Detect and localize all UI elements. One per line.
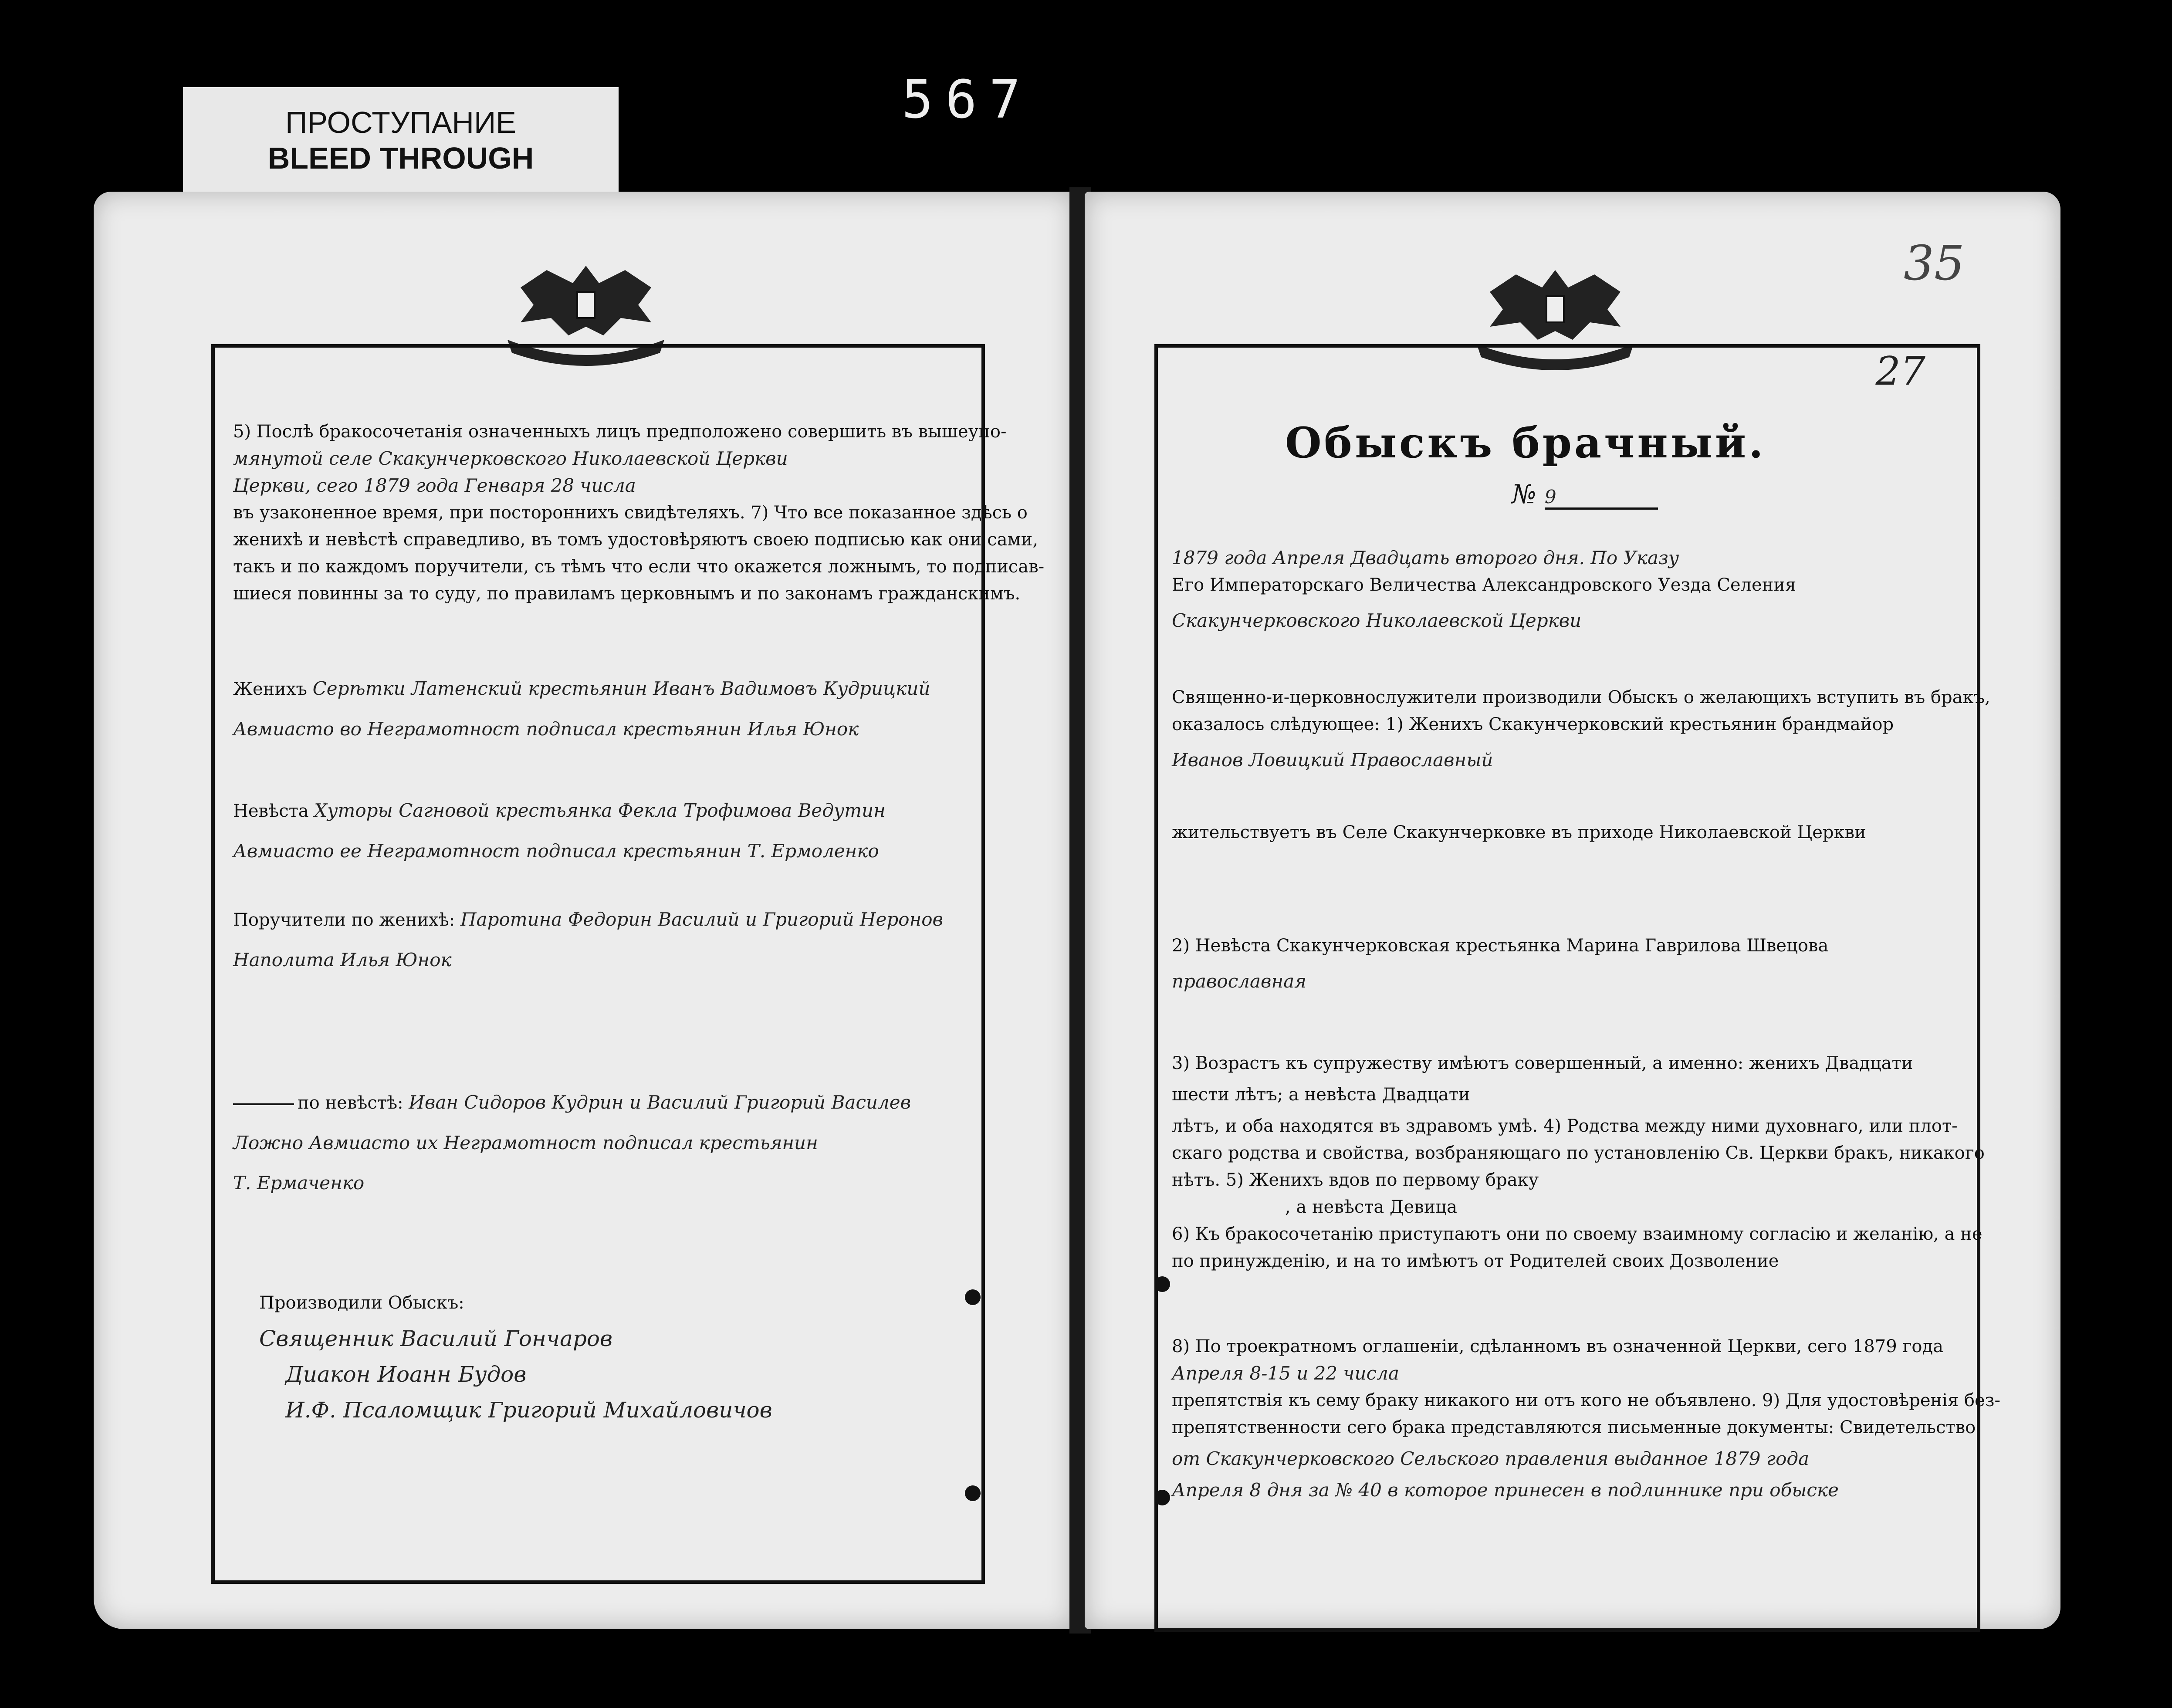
groom-intro-line: Иванов Ловицкий Православный <box>1172 749 1493 771</box>
bride-paragraph <box>1172 932 1828 995</box>
documents-line: препятственности сего брака представляются письменные документы: Свидетельство <box>1172 1417 1976 1437</box>
bride-guarantors-section <box>233 1089 911 1197</box>
performers-label: Производили Обыскъ: <box>259 1293 464 1313</box>
para-5-line: такъ и по каждомъ поручители, съ тѣмъ что если что окажется ложнымъ, то подписав- <box>233 557 1045 577</box>
right-page <box>1085 192 2060 1629</box>
pencil-page-number: 35 <box>1904 235 1965 291</box>
groom-intro-line: оказалось слѣдующее: 1) Женихъ Скакунчерковский крестьянин брандмайор <box>1172 714 1894 734</box>
bride-label: Невѣста <box>233 801 309 821</box>
documents-line: Апреля 8 дня за № 40 в которое принесен в подлиннике при обыске <box>1172 1479 1839 1501</box>
bride-guarantors-label: по невѣстѣ: <box>298 1093 403 1113</box>
bleed-label-russian: ПРОСТУПАНИЕ <box>285 105 516 139</box>
para-5-line: мянутой селе Скакунчерковского Николаевской Церкви <box>233 448 788 469</box>
bride-guarantor-line: Ложно Авмиасто их Неграмотност подписал крестьянин <box>233 1132 818 1153</box>
intro-line: Скакунчерковского Николаевской Церкви <box>1172 610 1582 631</box>
marital-line: , а невѣста Девица <box>1285 1197 1457 1217</box>
para-5-line: Церкви, сего 1879 года Генваря 28 числа <box>233 475 636 496</box>
bride-section <box>233 797 886 865</box>
para-5-line: женихѣ и невѣстѣ справедливо, въ томъ удостовѣряютъ своею подписью как они сами, <box>233 530 1039 550</box>
groom-guarantors-section <box>233 906 943 974</box>
health-line: скаго родства и свойства, возбраняющаго по установленію Св. Церкви бракъ, никакого <box>1172 1143 1985 1163</box>
bride-line: Хуторы Сагновой крестьянка Фекла Трофимова Ведутин <box>314 800 886 821</box>
bleed-through-label <box>183 87 619 194</box>
groom-line: Серѣтки Латенский крестьянин Иванъ Вадимовъ Кудрицкий <box>312 678 930 699</box>
intro-line: Его Императорскаго Величества Александровского Уезда Селения <box>1172 575 1796 595</box>
document-title: Обыскъ брачный. <box>1285 418 1766 467</box>
left-page <box>94 192 1074 1629</box>
para-5-line: въ узаконенное время, при постороннихъ свидѣтеляхъ. 7) Что все показанное здѣсь о <box>233 503 1028 523</box>
bride-line: Авмиасто ее Неграмотност подписал крестьянин Т. Ермоленко <box>233 840 879 862</box>
documents-line: от Скакунчерковского Сельского правления выданное 1879 года <box>1172 1448 1810 1469</box>
groom-intro-line: Священно-и-церковнослужители производили Обыскъ о желающихъ вступить въ бракъ, <box>1172 687 1990 707</box>
number-label: № <box>1512 479 1536 510</box>
binding-hole <box>965 1485 981 1501</box>
para-5-line: шиеся повинны за то суду, по правиламъ церковнымъ и по законамъ гражданскимъ. <box>233 584 1021 604</box>
documents-line: препятствія къ сему браку никакого ни отъ кого не объявлено. 9) Для удостовѣренія без- <box>1172 1390 2000 1410</box>
document-number <box>1512 479 1658 510</box>
binding-hole <box>965 1289 981 1305</box>
age-line: 3) Возрастъ къ супружеству имѣютъ совершенный, а именно: женихъ Двадцати <box>1172 1053 1913 1073</box>
performer-line: Священник Василий Гончаров <box>259 1326 613 1351</box>
banns-paragraph <box>1172 1333 2000 1504</box>
frame-number: 567 <box>902 70 1033 130</box>
performer-line: И.Ф. Псаломщик Григорий Михайловичов <box>285 1397 772 1423</box>
age-line: шести лѣтъ; а невѣста Двадцати <box>1172 1085 1470 1105</box>
bride-guarantor-line: Иван Сидоров Кудрин и Василий Григорий Василев <box>409 1092 911 1113</box>
residence-line: жительствуетъ въ Селе Скакунчерковке въ приходе Николаевской Церкви <box>1172 822 1866 842</box>
number-value: 9 <box>1545 486 1658 510</box>
groom-label: Женихъ <box>233 679 307 699</box>
paragraph-5 <box>233 418 1044 607</box>
intro-line: 1879 года Апреля Двадцать второго дня. По Указу <box>1172 547 1679 568</box>
binding-hole <box>1154 1490 1170 1505</box>
para-5-line: 5) Послѣ бракосочетанія означенныхъ лицъ предположено совершить въ вышеупо- <box>233 422 1007 442</box>
banns-line: 8) По троекратномъ оглашеніи, сдѣланномъ въ означенной Церкви, сего 1879 года <box>1172 1336 1943 1356</box>
performers-section <box>259 1289 772 1424</box>
banns-line: Апреля 8-15 и 22 числа <box>1172 1363 1399 1384</box>
groom-line: Авмиасто во Неграмотност подписал крестьянин Илья Юнок <box>233 718 859 740</box>
bride-detail-line: православная <box>1172 971 1306 992</box>
binding-hole <box>1154 1276 1170 1292</box>
bleed-label-english: BLEED THROUGH <box>267 141 534 175</box>
groom-paragraph <box>1172 684 1990 774</box>
groom-section <box>233 675 930 743</box>
bride-guarantor-line: Т. Ермаченко <box>233 1172 365 1194</box>
consent-line: по принужденію, и на то имѣютъ от Родителей своих Дозволение <box>1172 1251 1779 1271</box>
ink-dash <box>233 1103 294 1105</box>
record-number: 27 <box>1875 348 1925 394</box>
age-paragraph <box>1172 1050 1985 1275</box>
groom-guarantor-line: Наполита Илья Юнок <box>233 949 452 971</box>
header-paragraph <box>1172 545 1796 634</box>
marital-line: нѣтъ. 5) Женихъ вдов по первому браку <box>1172 1170 1539 1190</box>
consent-line: 6) Къ бракосочетанію приступаютъ они по своему взаимному согласію и желанію, а не <box>1172 1224 1983 1244</box>
bride-detail-line: 2) Невѣста Скакунчерковская крестьянка Марина Гаврилова Швецова <box>1172 936 1829 956</box>
groom-guarantors-label: Поручители по женихѣ: <box>233 910 455 930</box>
groom-guarantor-line: Паротина Федорин Василий и Григорий Неронов <box>460 909 943 930</box>
health-line: лѣтъ, и оба находятся въ здравомъ умѣ. 4) Родства между ними духовнаго, или плот- <box>1172 1116 1958 1136</box>
performer-line: Диакон Иоанн Будов <box>285 1362 527 1387</box>
